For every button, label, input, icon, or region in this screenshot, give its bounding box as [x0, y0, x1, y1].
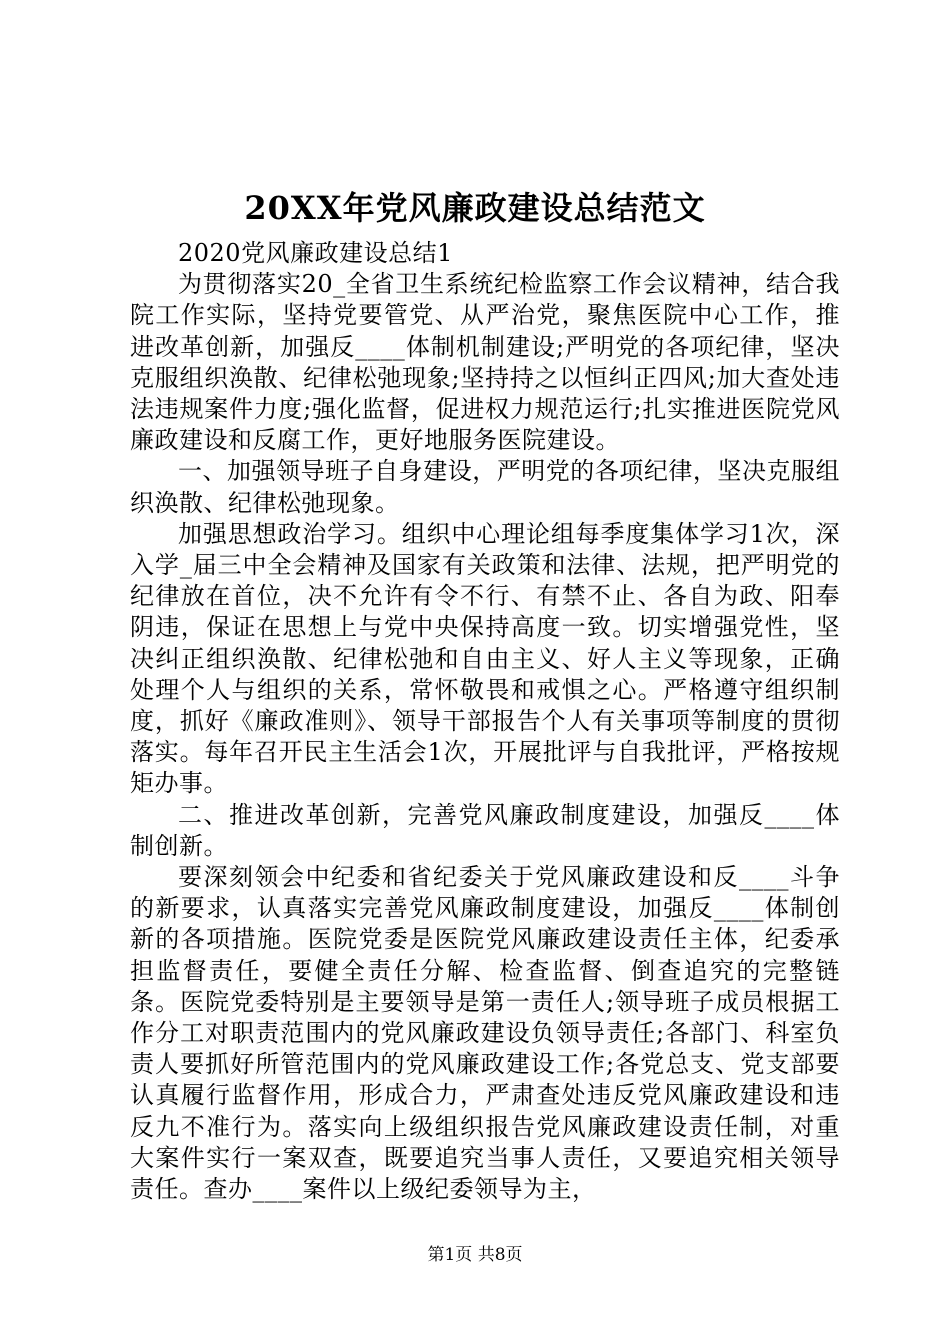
body-paragraph: 加强思想政治学习。组织中心理论组每季度集体学习1次，深入学_届三中全会精神及国家有关政策和法律、法规，把严明党的纪律放在首位，决不允许有令不行、有禁不止、各自为政、阳奉阴违，保证在思想上与党中央保持高度一致。切实增强党性，坚决纠正组织涣散、纪律松弛和自由主义、好人主义等现象，正确处理个人与组织的关系，常怀敬畏和戒惧之心。严格遵守组织制度，抓好《廉政准则》、领导干部报告个人有关事项等制度的贯彻落实。每年召开民主生活会1次，开展批评与自我批评，严格按规矩办事。	[130, 519, 840, 798]
document-title: 20XX年党风廉政建设总结范文	[244, 189, 706, 227]
document-body	[130, 238, 840, 1205]
section-heading: 2020党风廉政建设总结1	[178, 239, 453, 267]
body-paragraph: 为贯彻落实20_全省卫生系统纪检监察工作会议精神，结合我院工作实际，坚持党要管党、从严治党，聚焦医院中心工作，推进改革创新，加强反____体制机制建设;严明党的各项纪律，坚决克服组织涣散、纪律松弛现象;坚持持之以恒纠正四风;加大查处违法违规案件力度;强化监督，促进权力规范运行;扎实推进医院党风廉政建设和反腐工作，更好地服务医院建设。	[130, 270, 840, 455]
body-paragraph: 要深刻领会中纪委和省纪委关于党风廉政建设和反____斗争的新要求，认真落实完善党风廉政制度建设，加强反____体制创新的各项措施。医院党委是医院党风廉政建设责任主体，纪委承担监督责任，要健全责任分解、检查监督、倒查追究的完整链条。医院党委特别是主要领导是第一责任人;领导班子成员根据工作分工对职责范围内的党风廉政建设负领导责任;各部门、科室负责人要抓好所管范围内的党风廉政建设工作;各党总支、党支部要认真履行监督作用，形成合力，严肃查处违反党风廉政建设和违反九不准行为。落实向上级组织报告党风廉政建设责任制，对重大案件实行一案双查，既要追究当事人责任，又要追究相关领导责任。查办____案件以上级纪委领导为主，	[130, 863, 840, 1204]
subheading-paragraph: 一、加强领导班子自身建设，严明党的各项纪律，坚决克服组织涣散、纪律松弛现象。	[130, 457, 840, 517]
subheading-paragraph: 二、推进改革创新，完善党风廉政制度建设，加强反____体制创新。	[130, 800, 840, 860]
page-footer: 第1页 共8页	[427, 1245, 523, 1265]
